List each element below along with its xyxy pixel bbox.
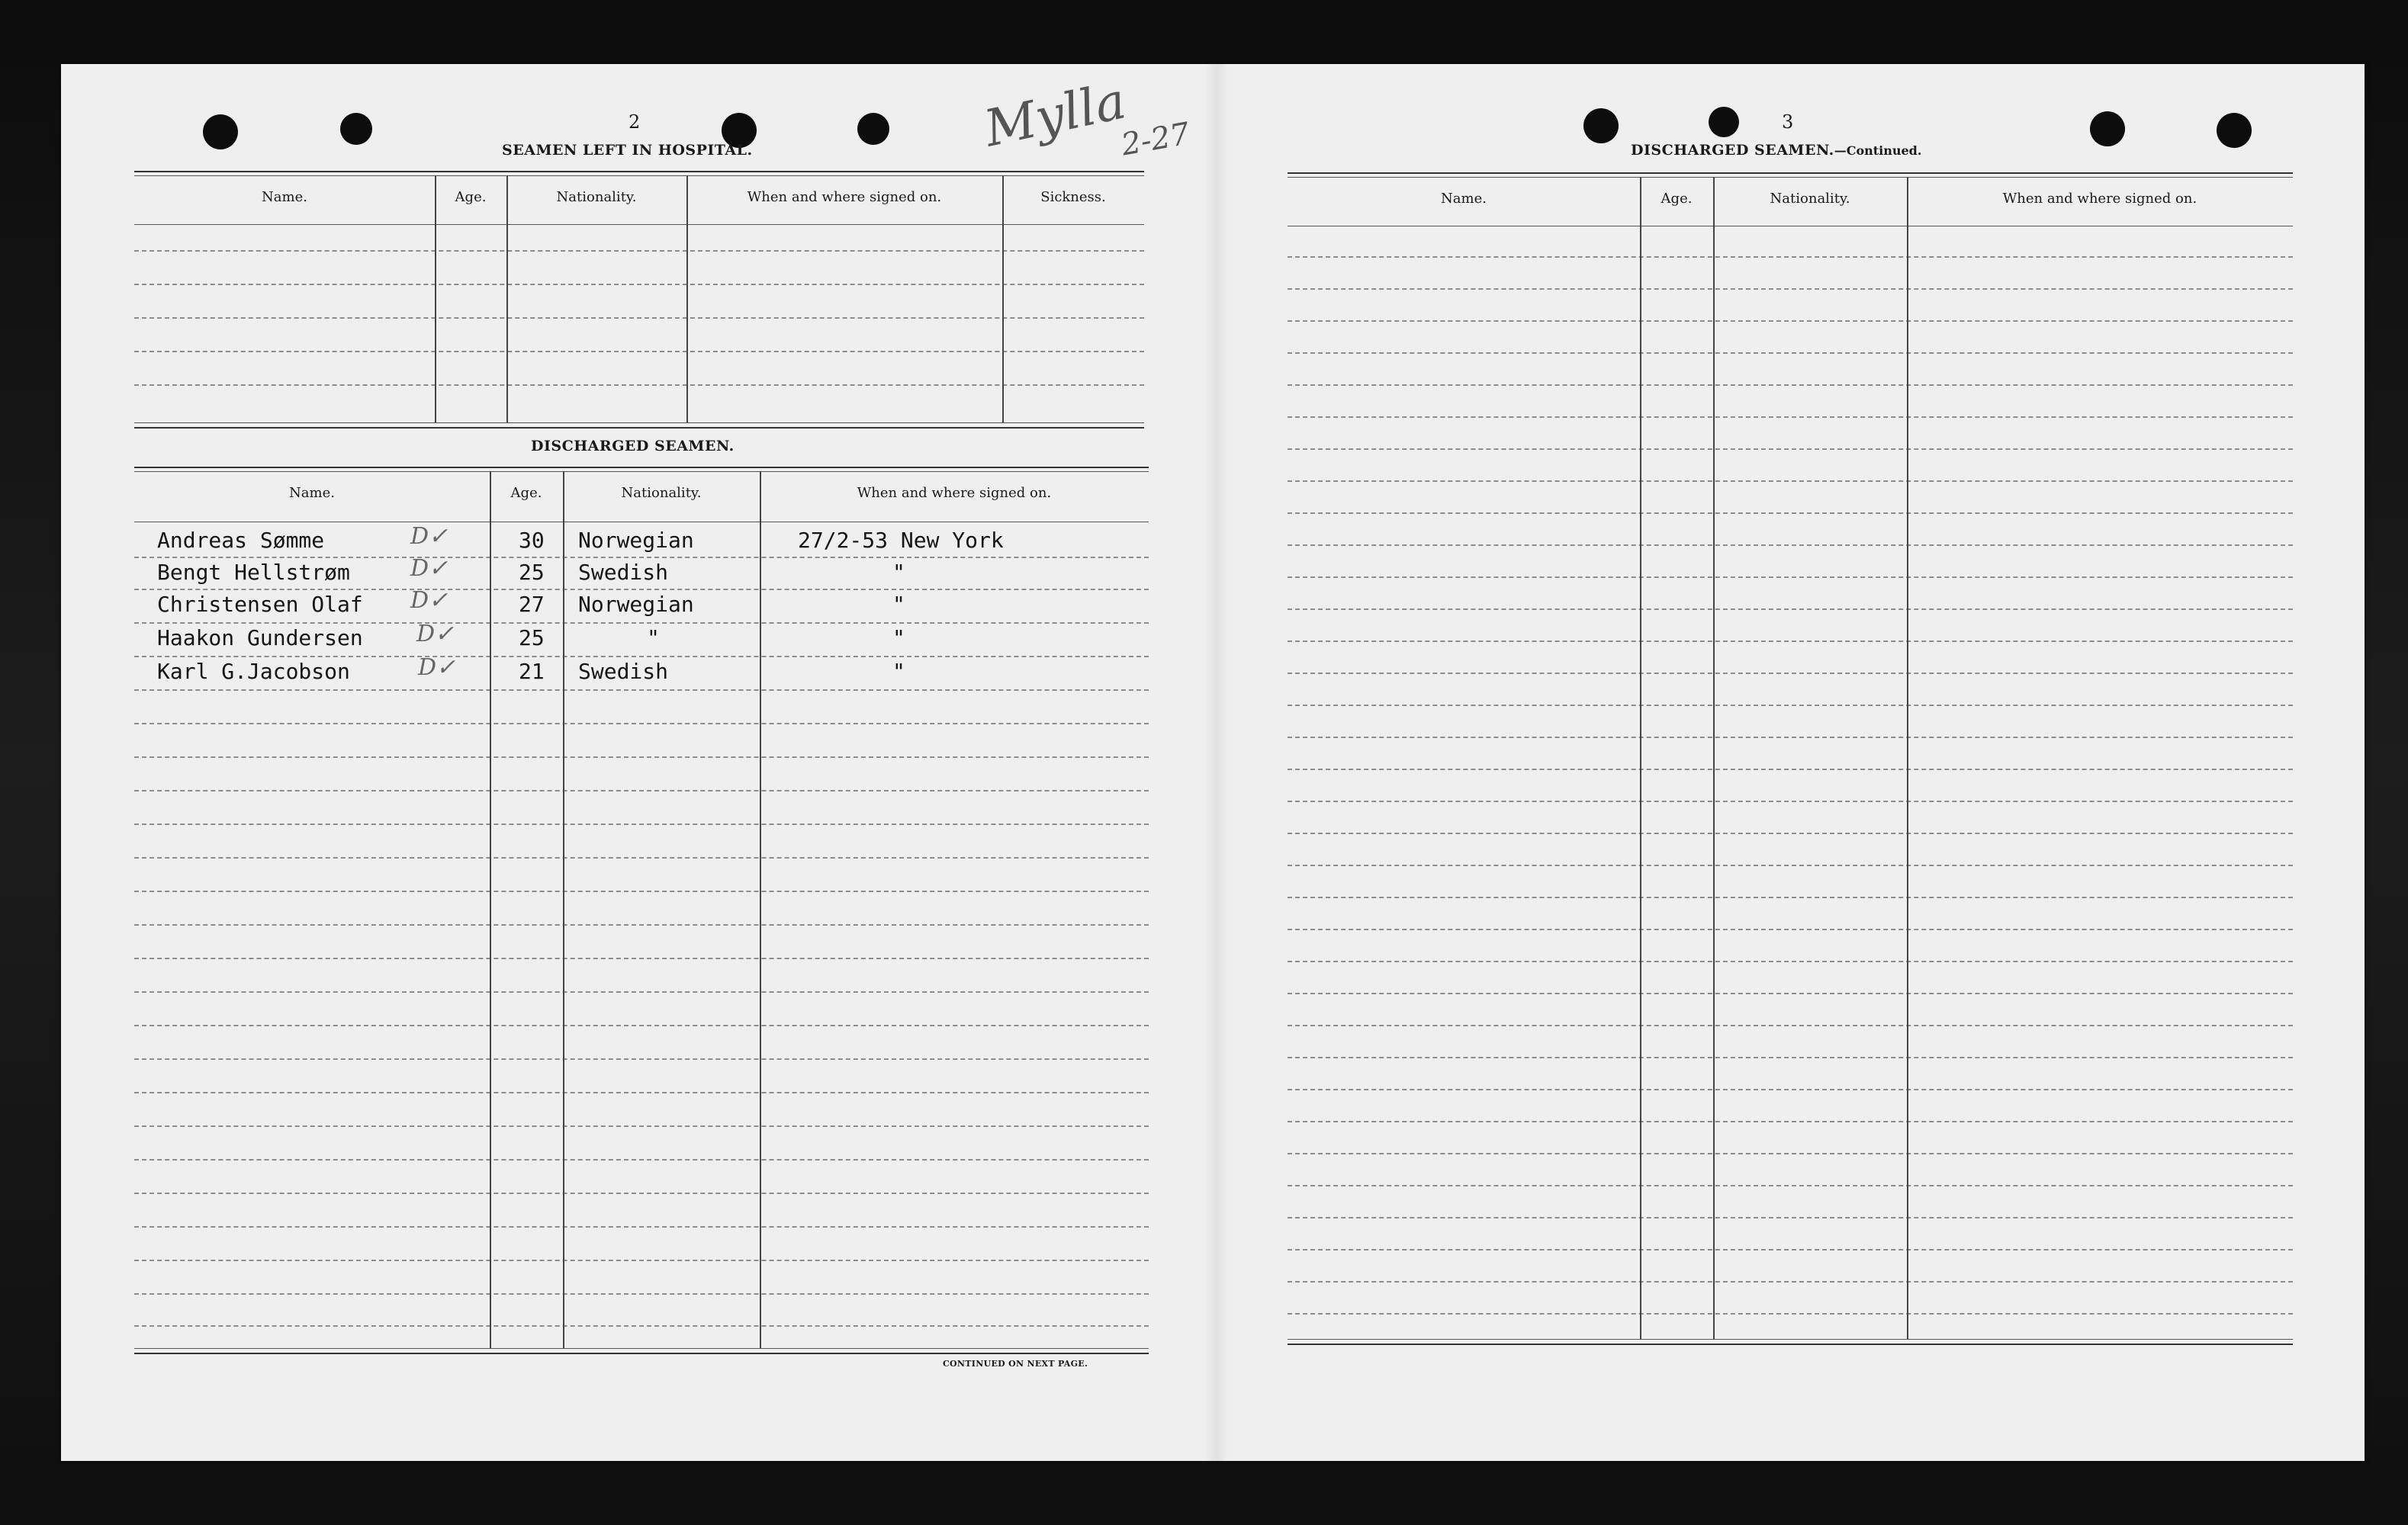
discharge-mark: D✓	[410, 523, 448, 550]
seaman-signed-on: "	[892, 625, 905, 650]
seaman-age: 27	[519, 592, 545, 617]
continued-col-nationality: Nationality.	[1770, 191, 1850, 207]
seaman-age: 21	[519, 659, 545, 684]
page-fold	[1205, 64, 1228, 1461]
hospital-col-name: Name.	[262, 189, 307, 205]
punch-hole	[1583, 108, 1619, 143]
seaman-signed-on: "	[892, 659, 905, 684]
handwritten-date: 2-27	[1118, 116, 1193, 163]
seaman-signed-on: "	[892, 560, 905, 585]
punch-hole	[340, 113, 372, 145]
table-row	[134, 621, 1149, 654]
hospital-col-signed-on: When and where signed on.	[747, 189, 942, 205]
discharged-col-signed-on: When and where signed on.	[857, 485, 1052, 501]
discharge-mark: D✓	[416, 621, 455, 647]
discharged-table	[134, 467, 1149, 1357]
hospital-col-sickness: Sickness.	[1040, 189, 1106, 205]
seaman-name: Karl G.Jacobson	[157, 659, 350, 684]
discharged-continued-title-text: DISCHARGED SEAMEN.	[1631, 142, 1834, 159]
continued-col-name: Name.	[1441, 191, 1487, 207]
table-row	[134, 523, 1149, 557]
handwritten-signature: Mylla	[979, 71, 1131, 159]
table-row	[134, 555, 1149, 589]
seaman-name: Haakon Gundersen	[157, 625, 363, 650]
page-number-left: 2	[629, 111, 641, 133]
discharged-col-name: Name.	[289, 485, 335, 501]
continued-col-age: Age.	[1661, 191, 1693, 207]
seaman-age: 25	[519, 625, 545, 650]
punch-hole	[2090, 111, 2125, 146]
discharged-col-age: Age.	[510, 485, 542, 501]
hospital-col-age: Age.	[455, 189, 487, 205]
continued-note: CONTINUED ON NEXT PAGE.	[943, 1359, 1088, 1369]
discharged-section-title: DISCHARGED SEAMEN.	[531, 438, 735, 454]
punch-hole	[2217, 113, 2252, 148]
seaman-nationality: Swedish	[578, 560, 669, 585]
hospital-section-title: SEAMEN LEFT IN HOSPITAL.	[502, 142, 753, 159]
punch-hole	[203, 114, 238, 149]
discharge-mark: D✓	[410, 587, 448, 614]
discharged-col-nationality: Nationality.	[621, 485, 702, 501]
seaman-age: 30	[519, 528, 545, 553]
seaman-name: Bengt Hellstrøm	[157, 560, 350, 585]
punch-hole	[857, 113, 889, 145]
hospital-col-nationality: Nationality.	[556, 189, 637, 205]
seaman-nationality: Norwegian	[578, 592, 694, 617]
continued-col-signed-on: When and where signed on.	[2002, 191, 2197, 207]
discharged-continued-title	[1631, 142, 1921, 159]
punch-hole	[1709, 107, 1739, 137]
table-row	[134, 654, 1149, 688]
seaman-nationality: Swedish	[578, 659, 669, 684]
discharged-continued-table	[1288, 172, 2293, 1354]
discharge-mark: D✓	[418, 654, 456, 681]
discharge-mark: D✓	[410, 555, 448, 582]
page-number-right: 3	[1782, 111, 1794, 133]
seaman-nationality: "	[647, 625, 660, 650]
seaman-nationality: Norwegian	[578, 528, 694, 553]
hospital-table	[134, 171, 1144, 429]
continued-suffix: —Continued.	[1834, 143, 1922, 158]
seaman-signed-on: "	[892, 592, 905, 617]
seaman-signed-on: 27/2-53 New York	[798, 528, 1004, 553]
seaman-name: Andreas Sømme	[157, 528, 325, 553]
table-row	[134, 587, 1149, 621]
seaman-name: Christensen Olaf	[157, 592, 363, 617]
seaman-age: 25	[519, 560, 545, 585]
